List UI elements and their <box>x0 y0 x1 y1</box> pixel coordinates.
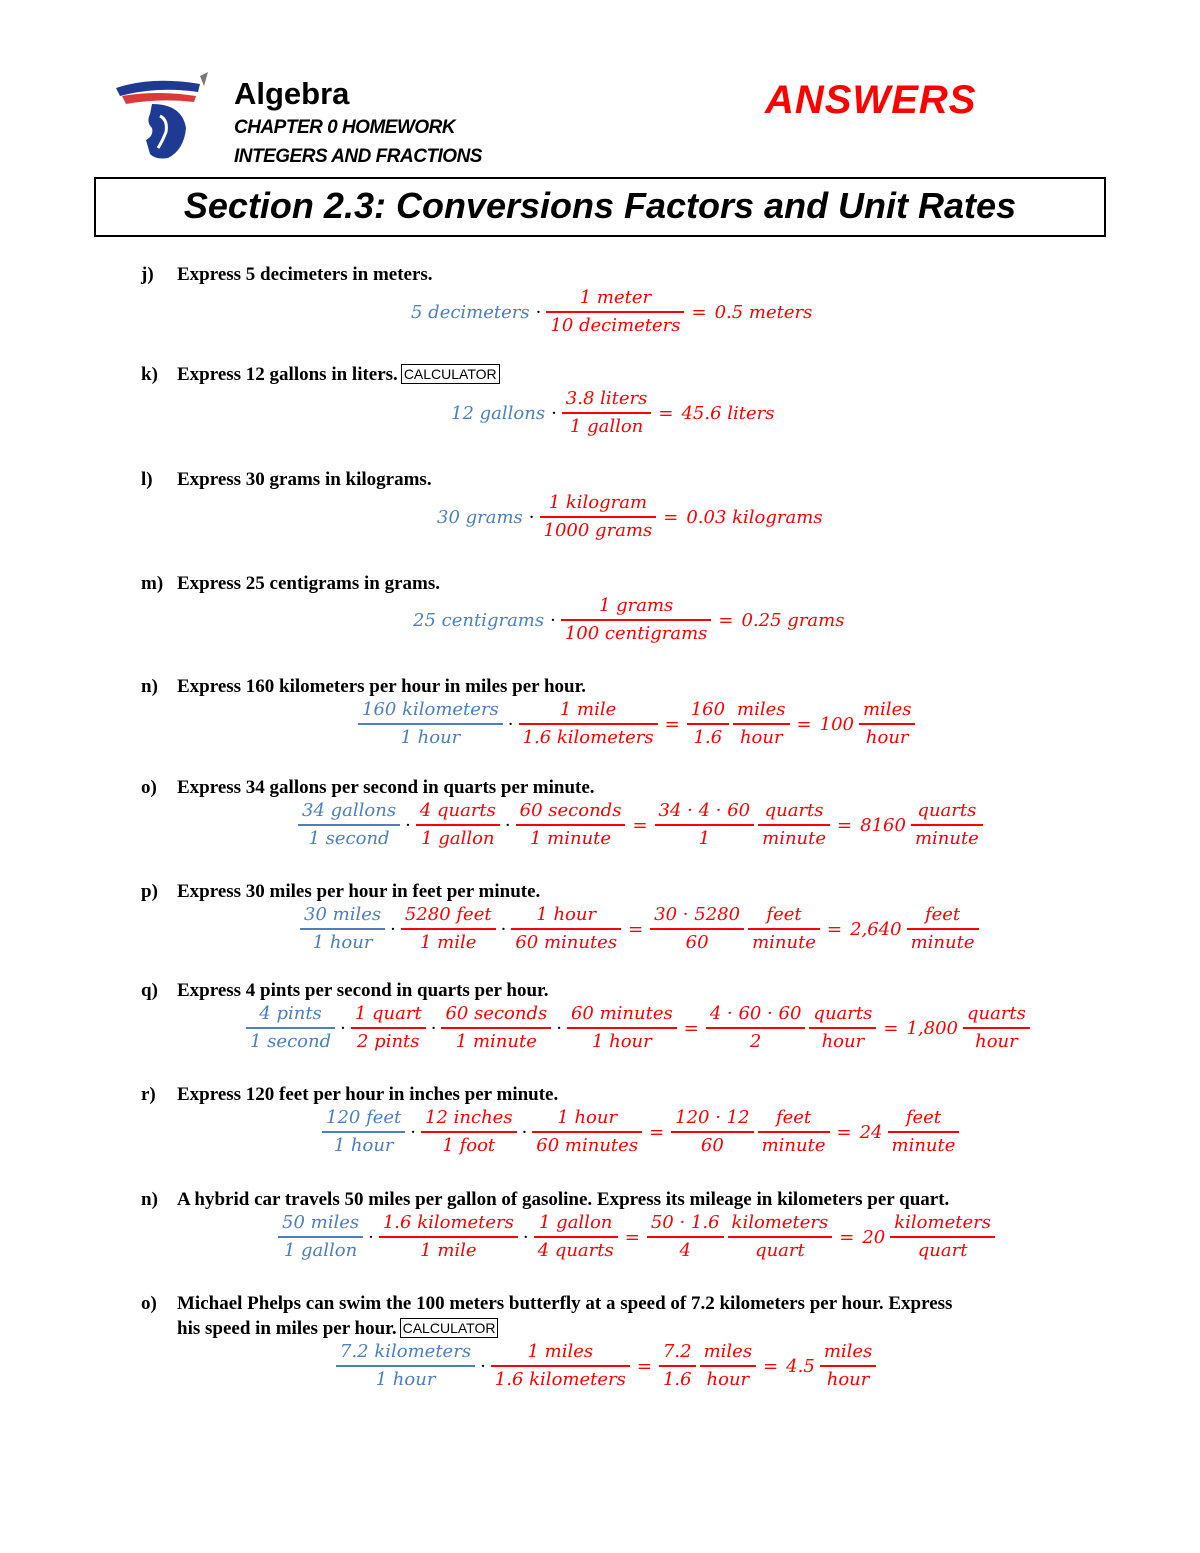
multiply-dot: · <box>507 713 514 735</box>
problem-text: Express 5 decimeters in meters. <box>177 264 433 285</box>
fraction-numerator: 4 · 60 · 60 <box>709 1003 802 1024</box>
fraction-denominator: 1.6 kilometers <box>522 727 654 748</box>
fraction-denominator: 1 hour <box>591 1031 652 1052</box>
problem-text: Express 120 feet per hour in inches per minute. <box>177 1084 559 1105</box>
given-rate <box>298 798 400 852</box>
fraction-denominator: hour <box>826 1369 870 1390</box>
equals-sign: = <box>649 1121 665 1143</box>
fraction-numerator: 1 mile <box>559 699 617 720</box>
result-value: 24 <box>859 1121 883 1143</box>
problem-label: j) <box>141 264 154 285</box>
fraction-numerator: quarts <box>764 800 824 821</box>
answers-label: ANSWERS <box>765 78 977 122</box>
fraction-denominator: minute <box>914 828 979 849</box>
equals-sign: = <box>664 713 680 735</box>
calculator-badge: CALCULATOR <box>401 364 500 384</box>
fraction-numerator: miles <box>862 699 912 720</box>
solution-row <box>356 697 917 751</box>
school-logo <box>112 70 212 162</box>
multiply-dot: · <box>390 918 396 940</box>
fraction-denominator: 1 hour <box>312 932 373 953</box>
given-rate <box>246 1001 335 1055</box>
equals-sign: = <box>683 1017 699 1039</box>
fraction-numerator: feet <box>924 904 961 925</box>
conversion-factor <box>534 1210 618 1264</box>
equals-sign: = <box>691 301 707 323</box>
equals-sign: = <box>826 918 843 940</box>
fraction-denominator: 1 hour <box>400 727 461 748</box>
factor-denominator: 10 decimeters <box>550 315 681 336</box>
fraction-numerator: miles <box>703 1341 753 1362</box>
equals-sign: = <box>796 713 812 735</box>
fraction-numerator: 5280 feet <box>404 904 492 925</box>
problem-text: Express 34 gallons per second in quarts per minute. <box>177 777 595 798</box>
fraction-numerator: 60 seconds <box>519 800 622 821</box>
result-quantity: 45.6 liters <box>681 402 775 424</box>
problem-label: m) <box>141 573 164 594</box>
multiply-dot: · <box>500 918 507 940</box>
fraction-denominator: minute <box>761 1135 826 1156</box>
multiply-dot: · <box>550 609 556 631</box>
equals-sign: = <box>658 402 674 424</box>
result-value: 1,800 <box>906 1017 958 1039</box>
computed-fraction <box>687 697 729 751</box>
fraction-denominator: quart <box>917 1240 968 1261</box>
multiply-dot: · <box>480 1355 486 1377</box>
fraction-numerator: quarts <box>917 800 977 821</box>
fraction-denominator: 1.6 <box>693 727 723 748</box>
fraction-numerator: 4 quarts <box>419 800 496 821</box>
result-value: 2,640 <box>850 918 902 940</box>
computed-fraction <box>706 1001 806 1055</box>
given-quantity: 25 centigrams <box>413 609 545 631</box>
fraction-numerator: 4 pints <box>259 1003 322 1024</box>
conversion-factor <box>511 902 621 956</box>
fraction-numerator: quarts <box>966 1003 1026 1024</box>
unit-fraction <box>700 1339 756 1393</box>
chapter-title: CHAPTER 0 HOMEWORK <box>234 117 456 138</box>
problem-text: Express 12 gallons in liters. CALCULATOR <box>177 364 500 386</box>
fraction-numerator: 34 · 4 · 60 <box>658 800 751 821</box>
result-unit <box>820 1339 876 1393</box>
unit-fraction <box>809 1001 876 1055</box>
topic-title: INTEGERS AND FRACTIONS <box>234 146 482 167</box>
fraction-denominator: 1 gallon <box>421 828 495 849</box>
solution-row <box>334 1339 878 1393</box>
solution-row <box>296 798 985 852</box>
equals-sign: = <box>636 1355 652 1377</box>
fraction-denominator: 60 minutes <box>536 1135 639 1156</box>
fraction-numerator: 50 miles <box>282 1212 360 1233</box>
result-quantity: 0.25 grams <box>741 609 845 631</box>
fraction-numerator: 60 minutes <box>570 1003 673 1024</box>
problem-text: his speed in miles per hour. CALCULATOR <box>177 1318 498 1340</box>
section-header-box <box>94 177 1106 237</box>
fraction-denominator: 4 quarts <box>537 1240 614 1261</box>
fraction-numerator: 1 gallon <box>539 1212 613 1233</box>
given-rate <box>358 697 503 751</box>
fraction-denominator: hour <box>706 1369 750 1390</box>
fraction-denominator: 2 pints <box>357 1031 420 1052</box>
factor-numerator: 1 meter <box>579 287 652 308</box>
multiply-dot: · <box>521 1121 528 1143</box>
problem-text: Express 25 centigrams in grams. <box>177 573 440 594</box>
factor-numerator: 3.8 liters <box>565 388 648 409</box>
solution-row <box>434 490 826 544</box>
multiply-dot: · <box>340 1017 346 1039</box>
fraction-denominator: hour <box>865 727 909 748</box>
conversion-factor <box>491 1339 630 1393</box>
result-value: 100 <box>819 713 854 735</box>
equals-sign: = <box>663 506 679 528</box>
result-value: 20 <box>862 1226 886 1248</box>
multiply-dot: · <box>556 1017 562 1039</box>
fraction-denominator: 60 minutes <box>515 932 618 953</box>
problem-label: p) <box>141 881 158 902</box>
problem-text: Express 4 pints per second in quarts per hour. <box>177 980 549 1001</box>
given-rate <box>336 1339 475 1393</box>
fraction-numerator: 160 kilometers <box>362 699 499 720</box>
problem-label: o) <box>141 777 157 798</box>
result-unit <box>963 1001 1030 1055</box>
result-unit <box>911 798 983 852</box>
multiply-dot: · <box>405 814 411 836</box>
fraction-numerator: kilometers <box>894 1212 991 1233</box>
equals-sign: = <box>837 814 853 836</box>
given-rate <box>300 902 385 956</box>
conversion-factor <box>351 1001 426 1055</box>
multiply-dot: · <box>528 506 535 528</box>
conversion-factor <box>567 1001 677 1055</box>
multiply-dot: · <box>551 402 557 424</box>
fraction-numerator: 120 · 12 <box>675 1107 750 1128</box>
given-quantity: 12 gallons <box>451 402 546 424</box>
conversion-factor <box>561 593 712 647</box>
fraction-numerator: feet <box>766 904 802 925</box>
fraction-denominator: 1 <box>698 828 711 849</box>
problem-label: r) <box>141 1084 156 1105</box>
conversion-factor <box>540 490 657 544</box>
problem-label: o) <box>141 1293 157 1314</box>
section-title: Section 2.3: Conversions Factors and Unit Rates <box>183 185 1017 226</box>
problem-label: n) <box>141 1189 158 1210</box>
computed-fraction <box>671 1105 753 1159</box>
problem-label: k) <box>141 364 158 385</box>
multiply-dot: · <box>430 1017 437 1039</box>
fraction-numerator: kilometers <box>731 1212 829 1233</box>
factor-numerator: 1 kilogram <box>548 492 648 513</box>
course-title: Algebra <box>234 76 350 111</box>
fraction-denominator: minute <box>762 828 827 849</box>
fraction-numerator: 50 · 1.6 <box>650 1212 720 1233</box>
fraction-denominator: 1 second <box>308 828 390 849</box>
fraction-denominator: minute <box>752 932 816 953</box>
conversion-factor <box>516 798 626 852</box>
fraction-numerator: 34 gallons <box>302 800 397 821</box>
conversion-factor <box>546 285 684 339</box>
result-unit <box>907 902 979 956</box>
equals-sign: = <box>836 1121 852 1143</box>
factor-denominator: 1 gallon <box>569 416 644 437</box>
equals-sign: = <box>718 609 734 631</box>
solution-row <box>320 1105 961 1159</box>
problem-label: l) <box>141 469 153 490</box>
fraction-numerator: 1 hour <box>536 904 597 925</box>
conversion-factor <box>421 1105 517 1159</box>
result-value: 4.5 <box>786 1355 815 1377</box>
equals-sign: = <box>632 814 648 836</box>
solution-row <box>244 1001 1032 1055</box>
conversion-factor <box>441 1001 551 1055</box>
unit-fraction <box>733 697 789 751</box>
factor-numerator: 1 grams <box>598 595 674 616</box>
result-unit <box>859 697 915 751</box>
problem-label: q) <box>141 980 158 1001</box>
unit-fraction <box>758 798 830 852</box>
factor-denominator: 1000 grams <box>543 520 653 541</box>
problem-text: Express 160 kilometers per hour in miles per hour. <box>177 676 587 697</box>
fraction-denominator: 1 mile <box>420 932 477 953</box>
fraction-denominator: hour <box>975 1031 1018 1052</box>
fraction-numerator: 1 miles <box>527 1341 594 1362</box>
fraction-denominator: 60 <box>700 1135 724 1156</box>
conversion-factor <box>401 902 496 956</box>
fraction-denominator: 1 foot <box>442 1135 496 1156</box>
unit-fraction <box>728 1210 833 1264</box>
equals-sign: = <box>763 1355 779 1377</box>
fraction-numerator: 12 inches <box>425 1107 513 1128</box>
fraction-numerator: 1.6 kilometers <box>382 1212 514 1233</box>
fraction-denominator: 1 mile <box>420 1240 477 1261</box>
fraction-denominator: 1.6 <box>662 1369 692 1390</box>
fraction-denominator: 60 <box>685 932 709 953</box>
computed-fraction <box>655 798 755 852</box>
multiply-dot: · <box>368 1226 374 1248</box>
solution-row <box>408 285 815 339</box>
conversion-factor <box>562 386 652 440</box>
fraction-denominator: 4 <box>679 1240 691 1261</box>
given-quantity: 5 decimeters <box>411 301 530 323</box>
fraction-denominator: 1 hour <box>333 1135 394 1156</box>
factor-denominator: 100 centigrams <box>564 623 708 644</box>
result-quantity: 0.03 kilograms <box>686 506 823 528</box>
calculator-badge: CALCULATOR <box>400 1318 499 1338</box>
equals-sign: = <box>624 1226 640 1248</box>
computed-fraction <box>650 902 744 956</box>
fraction-numerator: feet <box>905 1107 942 1128</box>
problem-text: A hybrid car travels 50 miles per gallon of gasoline. Express its mileage in kilometers per quart. <box>177 1189 950 1210</box>
result-quantity: 0.5 meters <box>714 301 813 323</box>
fraction-denominator: 1 gallon <box>283 1240 358 1261</box>
fraction-denominator: 1 minute <box>530 828 612 849</box>
solution-row <box>298 902 981 956</box>
fraction-denominator: 2 <box>749 1031 762 1052</box>
fraction-numerator: 1 hour <box>557 1107 618 1128</box>
equals-sign: = <box>839 1226 855 1248</box>
problem-text: Express 30 miles per hour in feet per minute. <box>177 881 541 902</box>
fraction-numerator: 1 quart <box>354 1003 422 1024</box>
fraction-denominator: 1 second <box>250 1031 332 1052</box>
conversion-factor <box>519 697 658 751</box>
problem-text: Express 30 grams in kilograms. <box>177 469 432 490</box>
problem-text: Michael Phelps can swim the 100 meters butterfly at a speed of 7.2 kilometers per hour. Express <box>177 1293 953 1314</box>
unit-fraction <box>758 1105 830 1159</box>
fraction-denominator: 1.6 kilometers <box>494 1369 626 1390</box>
fraction-denominator: 1 hour <box>375 1369 436 1390</box>
solution-row <box>276 1210 997 1264</box>
multiply-dot: · <box>522 1226 529 1248</box>
problem-label: n) <box>141 676 158 697</box>
computed-fraction <box>647 1210 724 1264</box>
conversion-factor <box>379 1210 518 1264</box>
fraction-numerator: miles <box>823 1341 873 1362</box>
multiply-dot: · <box>504 814 511 836</box>
result-value: 8160 <box>860 814 906 836</box>
fraction-denominator: minute <box>891 1135 956 1156</box>
result-unit <box>890 1210 995 1264</box>
solution-row <box>410 593 847 647</box>
fraction-denominator: hour <box>821 1031 865 1052</box>
multiply-dot: · <box>410 1121 417 1143</box>
fraction-numerator: 7.2 kilometers <box>340 1341 472 1362</box>
conversion-factor <box>416 798 500 852</box>
solution-row <box>448 386 778 440</box>
result-unit <box>888 1105 960 1159</box>
computed-fraction <box>659 1339 696 1393</box>
given-rate <box>322 1105 405 1159</box>
fraction-numerator: feet <box>775 1107 812 1128</box>
given-rate <box>278 1210 363 1264</box>
fraction-denominator: quart <box>755 1240 805 1261</box>
fraction-numerator: 160 <box>690 699 726 720</box>
fraction-numerator: 60 seconds <box>445 1003 548 1024</box>
fraction-numerator: 120 feet <box>326 1107 402 1128</box>
fraction-numerator: 7.2 <box>662 1341 692 1362</box>
fraction-denominator: hour <box>739 727 783 748</box>
fraction-denominator: minute <box>910 932 975 953</box>
fraction-numerator: miles <box>737 699 786 720</box>
equals-sign: = <box>883 1017 899 1039</box>
fraction-numerator: 30 · 5280 <box>654 904 741 925</box>
multiply-dot: · <box>535 301 542 323</box>
given-quantity: 30 grams <box>437 506 523 528</box>
unit-fraction <box>748 902 820 956</box>
equals-sign: = <box>628 918 644 940</box>
fraction-numerator: quarts <box>813 1003 873 1024</box>
fraction-denominator: 1 minute <box>455 1031 537 1052</box>
conversion-factor <box>532 1105 642 1159</box>
fraction-numerator: 30 miles <box>304 904 382 925</box>
